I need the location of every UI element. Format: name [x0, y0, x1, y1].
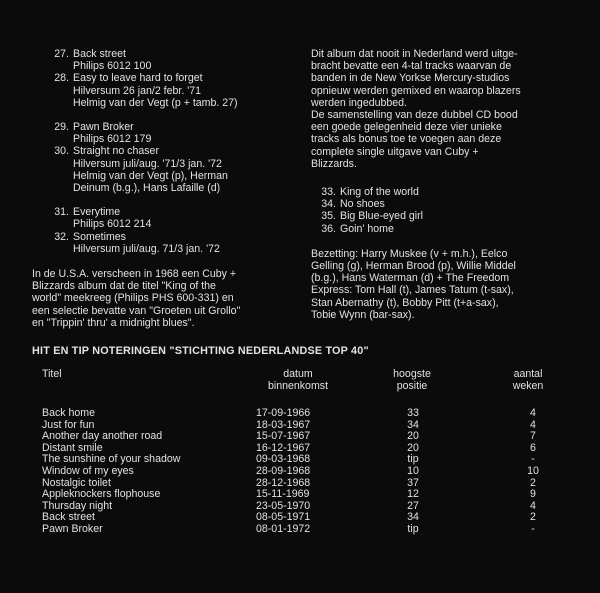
track-detail: Hilversum juli/aug. 71/3 jan. '72	[73, 242, 220, 255]
table-row	[42, 453, 562, 465]
track-entry	[314, 198, 581, 210]
row-date: 15-11-1969	[256, 488, 310, 501]
track-title: Big Blue-eyed girl	[340, 210, 424, 223]
col-header-weeks: aantal weken	[512, 368, 544, 393]
track-entry	[314, 210, 581, 222]
row-date: 16-12-1967	[256, 441, 311, 454]
row-position: 37	[407, 476, 419, 489]
row-date: 08-05-1971	[256, 511, 311, 524]
row-title: Distant smile	[42, 441, 103, 454]
row-date: 28-12-1968	[256, 476, 311, 489]
track-entry	[47, 121, 297, 145]
table-row	[42, 442, 562, 454]
row-position: tip	[407, 453, 419, 466]
track-detail: Hilversum 26 jan/2 febr. '71	[73, 84, 202, 97]
row-title: The sunshine of your shadow	[42, 453, 181, 466]
row-date: 18-03-1967	[256, 418, 311, 431]
track-title: Pawn Broker	[73, 121, 134, 134]
left-paragraph: In de U.S.A. verscheen in 1968 een Cuby + Blizzards album dat de titel "King of the world" meekreeg (Philips PHS 600-331) en een selectie bevatte van "Groeten uit Grollo" en "Trippin' thru' a midnight blues".	[32, 268, 241, 329]
track-detail: Deinum (b.g.), Hans Lafaille (d)	[73, 182, 221, 195]
track-entry	[47, 145, 297, 194]
row-weeks: 4	[530, 499, 536, 512]
row-position: 20	[407, 430, 419, 443]
track-title: Straight no chaser	[73, 145, 159, 158]
track-entry	[47, 206, 297, 230]
track-number: 29.	[54, 121, 69, 134]
row-position: 33	[407, 407, 419, 419]
left-column	[32, 48, 297, 329]
row-title: Back street	[42, 511, 95, 524]
row-date: 08-01-1972	[256, 522, 311, 535]
track-detail: Philips 6012 100	[73, 60, 152, 73]
track-detail: Helmig van der Vegt (p), Herman	[73, 169, 228, 182]
track-entry	[47, 48, 297, 72]
row-position: tip	[407, 522, 419, 535]
track-title: King of the world	[340, 186, 419, 199]
track-number: 34.	[321, 198, 336, 211]
table-row	[42, 523, 562, 535]
col-header-title: Titel	[42, 368, 62, 380]
row-position: 27	[407, 499, 419, 512]
col-header-position: hoogste positie	[393, 368, 431, 393]
track-title: Back street	[73, 48, 126, 60]
row-date: 15-07-1967	[256, 430, 311, 443]
track-number: 36.	[321, 222, 336, 235]
table-row	[42, 477, 562, 489]
track-title: No shoes	[340, 198, 385, 211]
row-weeks: 10	[527, 464, 539, 477]
track-entry	[47, 231, 297, 255]
row-weeks: -	[531, 522, 535, 535]
row-weeks: 9	[530, 488, 536, 501]
row-title: Just for fun	[42, 418, 95, 431]
track-entry	[47, 72, 297, 109]
row-title: Nostalgic toilet	[42, 476, 111, 489]
row-date: 28-09-1968	[256, 464, 311, 477]
row-weeks: 4	[530, 407, 536, 419]
chart-table	[42, 407, 562, 535]
track-title: Sometimes	[73, 230, 126, 243]
table-row	[42, 465, 562, 477]
track-number: 28.	[54, 72, 69, 85]
table-row	[42, 488, 562, 500]
row-position: 34	[407, 418, 419, 431]
row-weeks: 6	[530, 441, 536, 454]
left-track-list	[47, 48, 297, 255]
track-number: 33.	[321, 186, 336, 199]
table-row	[42, 430, 562, 442]
track-entry	[314, 223, 581, 235]
row-position: 20	[407, 441, 419, 454]
row-position: 12	[407, 488, 419, 501]
personnel-paragraph: Bezetting: Harry Muskee (v + m.h.), Eelco Gelling (g), Herman Brood (p), Willie Middel (b.g.), Hans Waterman (d) + The Freedom Express: Tom Hall (t), James Tatum (t-sax), Stan Abernathy (t), Bobby Pitt (t+a-sax), Tobie Wynn (bar-sax).	[311, 247, 516, 321]
table-row	[42, 407, 562, 419]
table-row	[42, 419, 562, 431]
track-number: 35.	[321, 210, 336, 223]
row-date: 17-09-1966	[256, 407, 311, 419]
track-detail: Hilversum juli/aug. '71/3 jan. '72	[73, 157, 222, 170]
col-header-date: datum binnenkomst	[267, 368, 329, 393]
row-title: Another day another road	[42, 430, 163, 443]
track-detail: Helmig van der Vegt (p + tamb. 27)	[73, 96, 238, 109]
track-entry	[314, 186, 581, 198]
row-date: 23-05-1970	[256, 499, 311, 512]
row-position: 10	[407, 464, 419, 477]
right-column	[311, 48, 581, 321]
track-number: 32.	[54, 230, 69, 243]
row-position: 34	[407, 511, 419, 524]
track-title: Goin' home	[340, 222, 394, 235]
track-title: Everytime	[73, 206, 121, 219]
right-track-list	[314, 186, 581, 235]
track-title: Easy to leave hard to forget	[73, 72, 203, 85]
row-title: Appleknockers flophouse	[42, 488, 161, 501]
row-title: Thursday night	[42, 499, 113, 512]
spacer	[47, 194, 297, 206]
row-date: 09-03-1968	[256, 453, 311, 466]
row-title: Window of my eyes	[42, 464, 134, 477]
table-row	[42, 500, 562, 512]
row-weeks: 4	[530, 418, 536, 431]
row-title: Pawn Broker	[42, 522, 103, 535]
row-weeks: 7	[530, 430, 536, 443]
track-detail: Philips 6012 179	[73, 133, 152, 146]
row-title: Back home	[42, 407, 95, 419]
row-weeks: -	[531, 453, 535, 466]
chart-heading: HIT EN TIP NOTERINGEN "STICHTING NEDERLANDSE TOP 40"	[32, 345, 369, 357]
track-number: 31.	[54, 206, 69, 219]
track-detail: Philips 6012 214	[73, 218, 152, 231]
right-paragraph: Dit album dat nooit in Nederland werd uitge- bracht bevatte een 4-tal tracks waarvan de banden in de New Yorkse Mercury-studios opnieuw werden gemixed en waarop blazers werden ingedubbed. De samenstelling van deze dubbel CD bood een goede gelegenheid deze vier unieke tracks als bonus toe te voegen aan deze complete single uitgave van Cuby + Blizzards.	[311, 48, 521, 170]
row-weeks: 2	[530, 511, 536, 524]
row-weeks: 2	[530, 476, 536, 489]
spacer	[47, 109, 297, 121]
track-number: 27.	[54, 48, 69, 60]
track-number: 30.	[54, 145, 69, 158]
table-row	[42, 511, 562, 523]
